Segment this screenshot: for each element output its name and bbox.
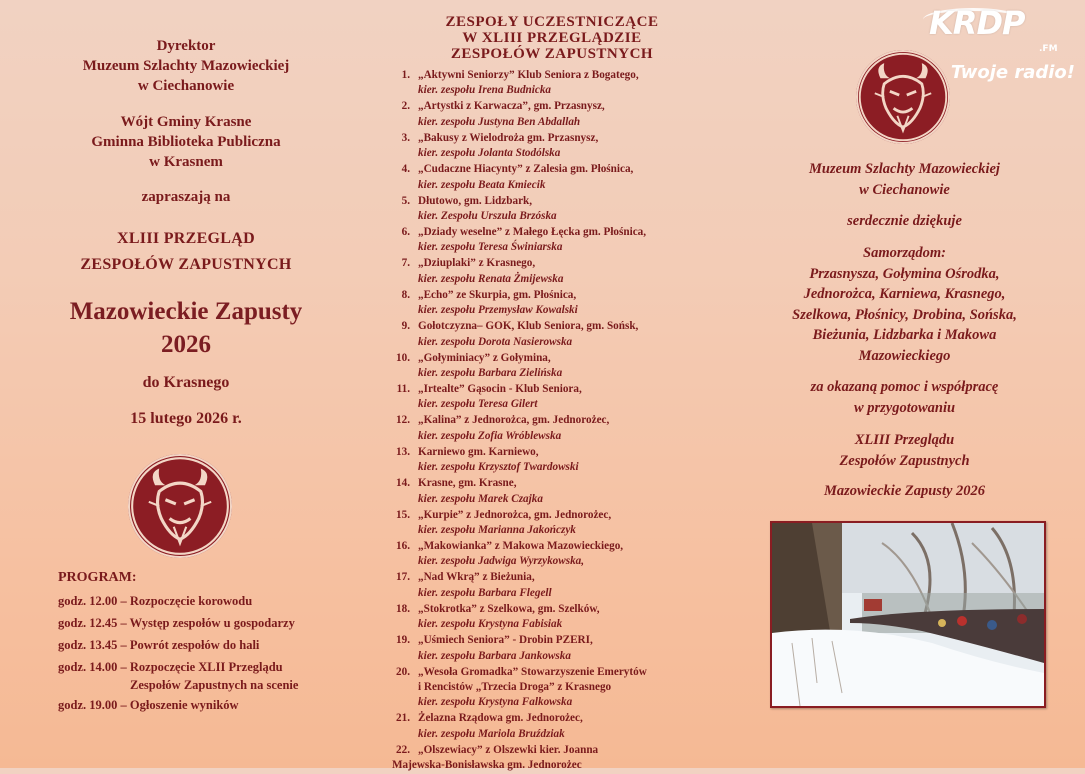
team-number: 16.	[396, 540, 410, 552]
teams-heading	[372, 14, 732, 62]
team-number: 19.	[396, 634, 410, 647]
program-time: godz. 12.00	[58, 594, 118, 608]
team-name: „Artystki z Karwacza”, gm. Przasnysz,	[418, 100, 605, 113]
team-name: „Aktywni Seniorzy” Klub Seniora z Bogatego,	[418, 69, 639, 81]
program-item-continued: Zespołów Zapustnych na scenie	[130, 678, 299, 692]
team-leader: kier. zespołu Teresa Gilert	[418, 398, 538, 411]
program-time: godz. 13.45	[58, 638, 118, 652]
municipality-line: Mazowieckiego	[858, 347, 951, 364]
team-number: 15.	[396, 508, 410, 521]
team-leader: kier. Zespołu Urszula Brzóska	[418, 209, 557, 222]
organizer-line: Muzeum Szlachty Mazowieckiej	[82, 58, 290, 74]
program-item: godz. 13.45 – Powrót zespołów do hali	[58, 638, 260, 652]
teams-heading-line: ZESPOŁÓW ZAPUSTNYCH	[450, 46, 654, 62]
teams-heading-line: W XLIII PRZEGLĄDZIE	[462, 30, 642, 46]
program-item: godz. 12.00 – Rozpoczęcie korowodu	[58, 594, 253, 608]
program-desc: Występ zespołów u gospodarzy	[129, 616, 295, 630]
team-name: „Kalina” z Jednorożca, gm. Jednorożec,	[418, 414, 610, 427]
team-number: 22.	[396, 743, 410, 756]
team-number: 7.	[401, 257, 410, 270]
program-time: godz. 19.00	[58, 698, 118, 712]
teams-panel	[372, 0, 732, 772]
team-number: 10.	[396, 351, 410, 364]
team-name: „Bakusy z Wielodroża gm. Przasnysz,	[418, 131, 599, 144]
devil-mask-icon	[856, 50, 950, 144]
program-desc: Rozpoczęcie XLII Przeglądu	[129, 660, 283, 674]
team-leader: kier. zespołu Krystyna Fabisiak	[418, 618, 563, 631]
team-leader: kier. zespołu Jadwiga Wyrzykowska,	[418, 555, 585, 568]
team-leader: kier. zespołu Marianna Jakończyk	[418, 523, 576, 536]
event-place: do Krasnego	[142, 374, 230, 391]
team-name: „Olszewiacy” z Olszewki kier. Joanna	[418, 743, 599, 756]
team-name: Żelazna Rządowa gm. Jednorożec,	[418, 712, 583, 725]
team-leader: kier. zespołu Krystyna Falkowska	[418, 696, 573, 709]
team-name: Karniewo gm. Karniewo,	[418, 445, 539, 458]
review-name	[732, 430, 1077, 471]
team-name-continued: Majewska-Bonisławska gm. Jednorożec	[392, 759, 582, 772]
team-number: 14.	[396, 477, 410, 490]
team-leader: kier. zespołu Dorota Nasierowska	[418, 335, 573, 348]
team-name: Dłutowo, gm. Lidzbark,	[418, 194, 533, 207]
help-line: za okazaną pomoc i współpracę	[810, 379, 999, 395]
team-name: „Stokrotka” z Szelkowa, gm. Szelków,	[418, 602, 600, 615]
team-leader: kier. zespołu Renata Żmijewska	[418, 272, 564, 285]
program-item: godz. 19.00 – Ogłoszenie wyników	[58, 698, 239, 712]
team-name: Krasne, gm. Krasne,	[418, 477, 517, 490]
team-name: „Uśmiech Seniora” - Drobin PZERI,	[418, 634, 593, 647]
title-line: XLIII PRZEGLĄD	[116, 230, 255, 247]
team-number: 20.	[396, 665, 410, 678]
municipality-line: Przasnysza, Gołymina Ośrodka,	[809, 265, 1000, 282]
team-name: „Dziuplaki” z Krasnego,	[418, 257, 536, 270]
team-number: 6.	[401, 226, 410, 238]
devil-mask-icon	[128, 454, 232, 558]
team-leader: kier. zespołu Justyna Ben Abdallah	[418, 115, 581, 128]
team-name: „Nad Wkrą” z Bieżunia,	[418, 571, 535, 584]
team-number: 5.	[401, 194, 410, 207]
logo-brand: KRDP	[929, 4, 1025, 42]
program-item: godz. 12.45 – Występ zespołów u gospodarzy	[58, 616, 295, 630]
teams-heading-line: ZESPOŁY UCZESTNICZĄCE	[445, 14, 659, 30]
team-leader: kier. zespołu Mariola Bruździak	[418, 727, 565, 740]
team-name-continued: i Rencistów „Trzecia Droga” z Krasnego	[418, 680, 612, 693]
review-line: Zespołów Zapustnych	[839, 452, 970, 469]
program-time: godz. 14.00	[58, 660, 118, 674]
team-number: 1.	[401, 69, 410, 81]
team-name: „Cudaczne Hiacynty” z Zalesia gm. Płośnica,	[418, 163, 634, 176]
event-name-right: Mazowieckie Zapusty 2026	[823, 483, 986, 499]
help-line: w przygotowaniu	[853, 399, 956, 416]
invite-text: zapraszają na	[141, 189, 231, 205]
team-name: „Kurpie” z Jednorożca, gm. Jednorożec,	[418, 508, 612, 521]
team-number: 4.	[401, 163, 410, 176]
team-name: „Wesoła Gromadka” Stowarzyszenie Emerytów	[418, 665, 647, 678]
team-number: 3.	[401, 131, 410, 144]
team-number: 18.	[396, 602, 410, 615]
event-year: 2026	[161, 331, 211, 358]
winter-procession-photo	[770, 521, 1046, 708]
municipality-line: Szelkowa, Płośnicy, Drobina, Sońska,	[792, 306, 1017, 323]
event-line: Mazowieckie Zapusty	[69, 298, 303, 325]
organizer-line: Wójt Gminy Krasne	[120, 114, 252, 130]
museum-name	[732, 159, 1077, 200]
organizer-line: w Ciechanowie	[137, 78, 235, 94]
team-number: 13.	[396, 445, 410, 458]
museum-line: w Ciechanowie	[859, 181, 950, 198]
team-leader: kier. zespołu Zofia Wróblewska	[418, 429, 562, 442]
organizer-line: Dyrektor	[156, 38, 216, 54]
program-desc: Ogłoszenie wyników	[129, 698, 239, 712]
organizer-line: Gminna Biblioteka Publiczna	[91, 134, 281, 150]
municipality-line: Samorządom:	[863, 245, 946, 261]
team-name: „Dziady weselne” z Małego Łęcka gm. Płośnica,	[418, 226, 647, 238]
logo-tagline: Twoje radio!	[950, 62, 1075, 83]
team-leader: kier. zespołu Barbara Flegell	[418, 586, 552, 599]
team-number: 9.	[401, 320, 410, 333]
organizer-museum	[0, 36, 372, 96]
team-number: 11.	[396, 383, 410, 395]
program-heading: PROGRAM:	[58, 570, 137, 585]
team-leader: kier. zespołu Przemysław Kowalski	[418, 304, 578, 317]
team-name: „Makowianka” z Makowa Mazowieckiego,	[418, 540, 624, 552]
team-leader: kier. zespołu Jolanta Stodólska	[418, 147, 561, 160]
review-title	[0, 226, 372, 278]
team-number: 12.	[396, 414, 410, 427]
left-panel	[0, 0, 372, 768]
program-time: godz. 12.45	[58, 616, 118, 630]
thanks-text: serdecznie dziękuje	[847, 213, 962, 229]
team-number: 2.	[401, 100, 410, 113]
team-leader: kier. zespołu Barbara Jankowska	[418, 649, 571, 662]
program-item: godz. 14.00 – Rozpoczęcie XLII Przeglądu	[58, 660, 283, 674]
team-leader: kier. zespołu Krzysztof Twardowski	[418, 461, 579, 474]
museum-line: Muzeum Szlachty Mazowieckiej	[809, 161, 1000, 177]
organizer-line: w Krasnem	[149, 154, 223, 170]
municipality-line: Jednorożca, Karniewa, Krasnego,	[803, 286, 1006, 302]
municipality-line: Bieżunia, Lidzbarka i Makowa	[812, 327, 997, 343]
team-leader: kier. zespołu Beata Kmiecik	[418, 178, 546, 191]
team-name: Gołotczyzna– GOK, Klub Seniora, gm. Sońsk,	[418, 320, 639, 333]
team-number: 8.	[401, 288, 410, 301]
team-leader: kier. zespołu Irena Budnicka	[418, 84, 552, 97]
team-leader: kier. zespołu Teresa Świniarska	[418, 241, 563, 254]
team-name: „Irtealte” Gąsocin - Klub Seniora,	[418, 383, 582, 395]
program-desc: Rozpoczęcie korowodu	[129, 594, 253, 608]
team-name: „Echo” ze Skurpia, gm. Płośnica,	[418, 288, 577, 301]
right-panel	[732, 0, 1085, 768]
team-number: 17.	[396, 571, 410, 584]
event-name	[0, 295, 372, 361]
help-text	[732, 377, 1077, 418]
organizer-municipality	[0, 112, 372, 172]
event-date: 15 lutego 2026 r.	[130, 410, 242, 427]
team-leader: kier. zespołu Marek Czajka	[418, 492, 543, 505]
logo-fm: .FM	[1039, 44, 1058, 54]
title-line: ZESPOŁÓW ZAPUSTNYCH	[80, 256, 292, 273]
team-leader: kier. zespołu Barbara Zielińska	[418, 366, 563, 379]
municipalities-list	[732, 243, 1077, 366]
team-name: „Gołyminiacy” z Gołymina,	[418, 351, 551, 364]
team-number: 21.	[396, 712, 410, 725]
program-desc: Powrót zespołów do hali	[129, 638, 260, 652]
review-line: XLIII Przeglądu	[854, 432, 955, 448]
